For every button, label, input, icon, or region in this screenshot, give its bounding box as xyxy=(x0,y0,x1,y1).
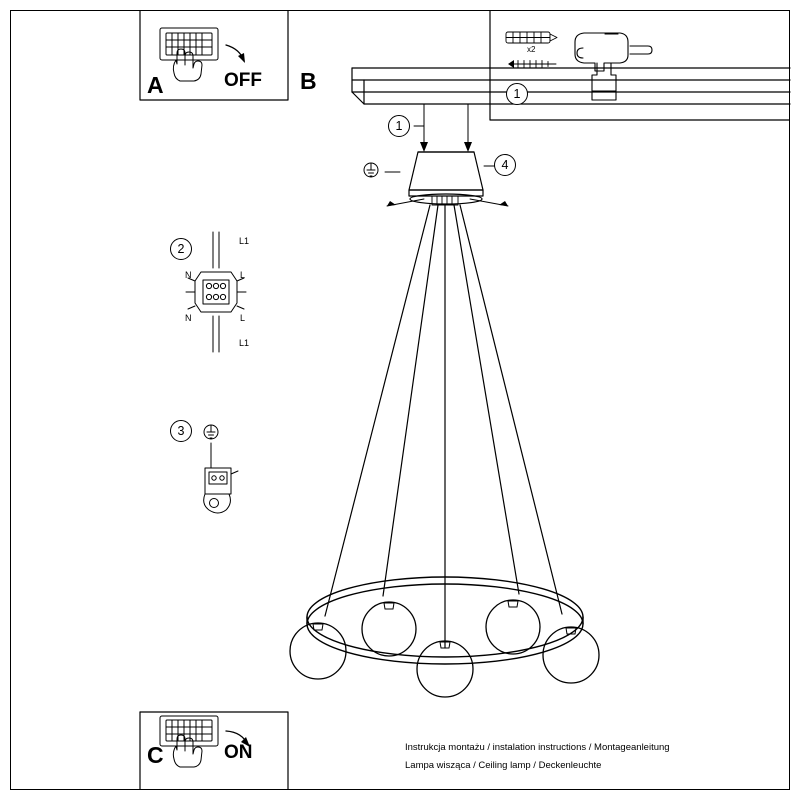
panel-c-letter: C xyxy=(147,742,164,768)
terminal-label-l1-top: L1 xyxy=(239,236,250,246)
suspension-cables xyxy=(325,205,562,648)
ceiling-rail xyxy=(352,68,790,104)
step-badge-3: 3 xyxy=(170,420,192,442)
terminal-label-l1-bottom: L1 xyxy=(239,338,250,348)
earth-connector-icon xyxy=(204,425,238,513)
terminal-label-l-top: L xyxy=(240,270,246,280)
panel-b-letter: B xyxy=(300,68,317,94)
wall-plug-qty-label: x2 xyxy=(527,45,536,54)
step-badge-1-tools: 1 xyxy=(506,83,528,105)
terminal-label-n-bottom: N xyxy=(185,313,192,323)
wall-plug-icon xyxy=(506,32,557,43)
drill-icon xyxy=(575,33,652,100)
panel-c-state-label: ON xyxy=(224,742,253,763)
step-badge-2: 2 xyxy=(170,238,192,260)
footer-line-1: Instrukcja montażu / instalation instructions / Montageanleitung xyxy=(405,742,670,753)
terminal-label-l-bottom: L xyxy=(240,313,246,323)
step-badge-4: 4 xyxy=(494,154,516,176)
panel-a-letter: A xyxy=(147,72,164,98)
canopy-detail-arrows xyxy=(385,166,508,206)
screw-icon xyxy=(508,60,556,68)
panel-a-state-label: OFF xyxy=(224,70,262,91)
footer-line-2: Lampa wisząca / Ceiling lamp / Deckenleuchte xyxy=(405,760,602,771)
terminal-block-icon xyxy=(186,232,246,352)
earth-symbol-canopy xyxy=(364,163,378,177)
ceiling-screw-guides xyxy=(420,104,472,152)
step-badge-1-ceiling: 1 xyxy=(388,115,410,137)
terminal-label-n-top: N xyxy=(185,270,192,280)
